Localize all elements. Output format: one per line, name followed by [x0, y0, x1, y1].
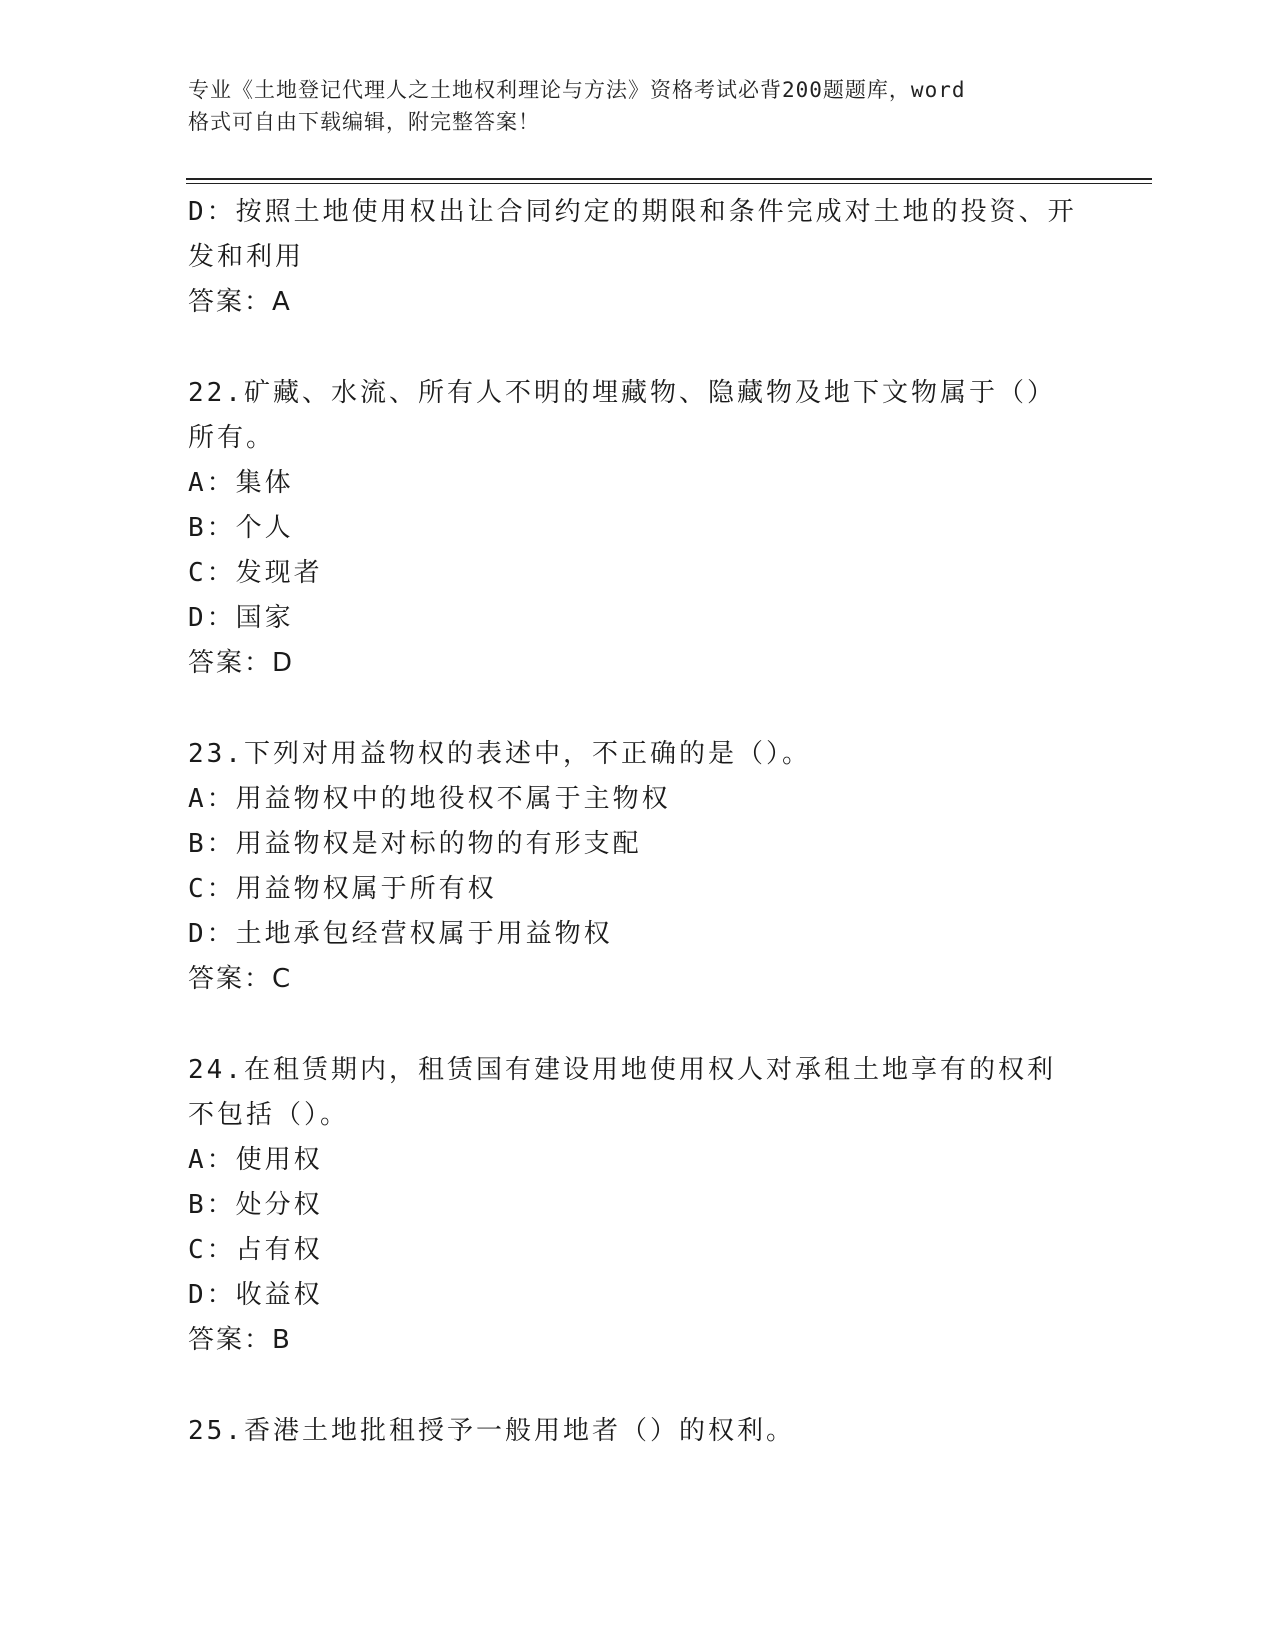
answer-line: 答案：A — [188, 287, 292, 317]
option-d: D：按照土地使用权出让合同约定的期限和条件完成对土地的投资、开发和利用 — [188, 197, 1077, 272]
option-c: C：发现者 — [188, 558, 323, 588]
answer-line: 答案：B — [188, 1325, 292, 1355]
answer-line: 答案：C — [188, 964, 293, 994]
option-a: A：用益物权中的地役权不属于主物权 — [188, 784, 671, 814]
option-b: B：处分权 — [188, 1190, 323, 1220]
question-stem-24: 24.在租赁期内，租赁国有建设用地使用权人对承租土地享有的权利不包括（）。 — [188, 1055, 1056, 1130]
question-list — [188, 190, 1078, 1454]
header-rule-thin — [186, 183, 1152, 184]
option-a: A：使用权 — [188, 1145, 323, 1175]
header-line-2: 格式可自由下载编辑，附完整答案！ — [188, 110, 540, 134]
option-c: C：占有权 — [188, 1235, 323, 1265]
question-stem-22: 22.矿藏、水流、所有人不明的埋藏物、隐藏物及地下文物属于（）所有。 — [188, 378, 1056, 453]
header-rule — [186, 178, 1152, 180]
option-d: D：国家 — [188, 603, 294, 633]
question-stem-23: 23.下列对用益物权的表述中，不正确的是（）。 — [188, 739, 811, 769]
header-line-1: 专业《土地登记代理人之土地权利理论与方法》资格考试必背200题题库，word — [188, 78, 966, 102]
question-stem-25: 25.香港土地批租授予一般用地者（）的权利。 — [188, 1416, 795, 1446]
option-c: C：用益物权属于所有权 — [188, 874, 497, 904]
option-b: B：个人 — [188, 513, 294, 543]
option-d: D：收益权 — [188, 1280, 323, 1310]
answer-line: 答案：D — [188, 648, 295, 678]
document-header — [188, 74, 1088, 138]
option-d: D：土地承包经营权属于用益物权 — [188, 919, 613, 949]
option-b: B：用益物权是对标的物的有形支配 — [188, 829, 642, 859]
option-a: A：集体 — [188, 468, 294, 498]
